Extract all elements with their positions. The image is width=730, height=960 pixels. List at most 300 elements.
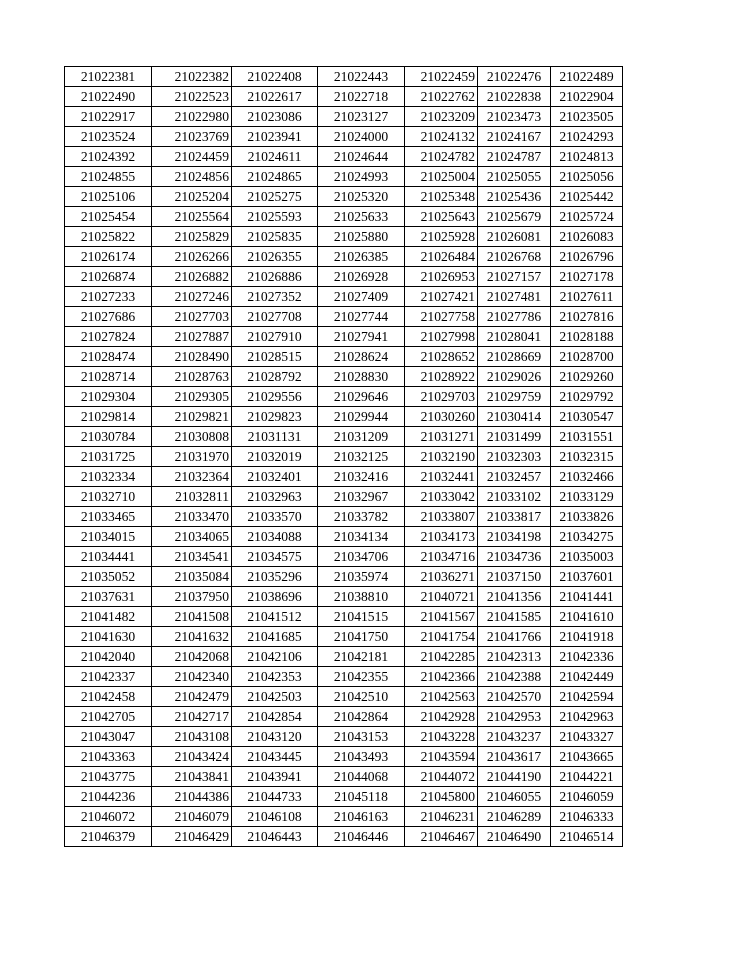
table-cell: 21026081 <box>478 227 551 247</box>
table-cell: 21028041 <box>478 327 551 347</box>
table-cell: 21025442 <box>551 187 623 207</box>
table-row <box>65 447 623 467</box>
table-cell: 21027611 <box>551 287 623 307</box>
table-cell: 21027910 <box>232 327 318 347</box>
table-cell: 21027941 <box>318 327 405 347</box>
table-cell: 21025275 <box>232 187 318 207</box>
table-cell: 21025436 <box>478 187 551 207</box>
table-row <box>65 587 623 607</box>
table-cell: 21027481 <box>478 287 551 307</box>
table-cell: 21042313 <box>478 647 551 667</box>
table-row <box>65 207 623 227</box>
table-row <box>65 367 623 387</box>
table-row <box>65 87 623 107</box>
table-cell: 21027157 <box>478 267 551 287</box>
table-row <box>65 127 623 147</box>
table-cell: 21024644 <box>318 147 405 167</box>
table-cell: 21041512 <box>232 607 318 627</box>
table-row <box>65 287 623 307</box>
table-cell: 21031209 <box>318 427 405 447</box>
table-cell: 21037150 <box>478 567 551 587</box>
table-cell: 21026355 <box>232 247 318 267</box>
table-cell: 21041610 <box>551 607 623 627</box>
table-cell: 21042336 <box>551 647 623 667</box>
table-row <box>65 307 623 327</box>
table-cell: 21043108 <box>152 727 232 747</box>
table-cell: 21045800 <box>405 787 478 807</box>
table-cell: 21042953 <box>478 707 551 727</box>
table-cell: 21022617 <box>232 87 318 107</box>
table-cell: 21034441 <box>65 547 152 567</box>
table-cell: 21022762 <box>405 87 478 107</box>
table-cell: 21029821 <box>152 407 232 427</box>
table-cell: 21026266 <box>152 247 232 267</box>
table-cell: 21038696 <box>232 587 318 607</box>
table-cell: 21028624 <box>318 347 405 367</box>
table-cell: 21034015 <box>65 527 152 547</box>
table-row <box>65 167 623 187</box>
table-cell: 21023086 <box>232 107 318 127</box>
table-cell: 21024782 <box>405 147 478 167</box>
table-cell: 21042449 <box>551 667 623 687</box>
table-cell: 21025835 <box>232 227 318 247</box>
table-cell: 21032963 <box>232 487 318 507</box>
table-cell: 21030547 <box>551 407 623 427</box>
table-cell: 21029814 <box>65 407 152 427</box>
table-cell: 21027758 <box>405 307 478 327</box>
table-cell: 21042570 <box>478 687 551 707</box>
table-cell: 21024993 <box>318 167 405 187</box>
table-cell: 21042353 <box>232 667 318 687</box>
table-row <box>65 667 623 687</box>
table-cell: 21046429 <box>152 827 232 847</box>
table-cell: 21022443 <box>318 67 405 87</box>
table-cell: 21035084 <box>152 567 232 587</box>
table-cell: 21027686 <box>65 307 152 327</box>
table-cell: 21027421 <box>405 287 478 307</box>
table-cell: 21033817 <box>478 507 551 527</box>
table-row <box>65 767 623 787</box>
table-cell: 21032811 <box>152 487 232 507</box>
table-cell: 21026882 <box>152 267 232 287</box>
table-cell: 21043841 <box>152 767 232 787</box>
table-cell: 21029944 <box>318 407 405 427</box>
table-cell: 21029646 <box>318 387 405 407</box>
table-cell: 21046055 <box>478 787 551 807</box>
table-row <box>65 547 623 567</box>
table-cell: 21022489 <box>551 67 623 87</box>
table-cell: 21026796 <box>551 247 623 267</box>
table-cell: 21027824 <box>65 327 152 347</box>
table-cell: 21027409 <box>318 287 405 307</box>
table-cell: 21033102 <box>478 487 551 507</box>
table-cell: 21026768 <box>478 247 551 267</box>
table-cell: 21031970 <box>152 447 232 467</box>
table-cell: 21022523 <box>152 87 232 107</box>
table-cell: 21034706 <box>318 547 405 567</box>
table-cell: 21028830 <box>318 367 405 387</box>
table-cell: 21046379 <box>65 827 152 847</box>
table-cell: 21029792 <box>551 387 623 407</box>
table-row <box>65 727 623 747</box>
table-cell: 21035296 <box>232 567 318 587</box>
table-cell: 21032441 <box>405 467 478 487</box>
number-table-body <box>65 67 623 847</box>
table-cell: 21044072 <box>405 767 478 787</box>
table-cell: 21024459 <box>152 147 232 167</box>
table-cell: 21042106 <box>232 647 318 667</box>
table-cell: 21034088 <box>232 527 318 547</box>
table-cell: 21042594 <box>551 687 623 707</box>
table-cell: 21022459 <box>405 67 478 87</box>
table-cell: 21027816 <box>551 307 623 327</box>
table-cell: 21024293 <box>551 127 623 147</box>
table-cell: 21041482 <box>65 607 152 627</box>
table-cell: 21024865 <box>232 167 318 187</box>
table-cell: 21040721 <box>405 587 478 607</box>
table-row <box>65 567 623 587</box>
table-cell: 21033465 <box>65 507 152 527</box>
table-cell: 21037631 <box>65 587 152 607</box>
table-cell: 21027887 <box>152 327 232 347</box>
table-cell: 21043228 <box>405 727 478 747</box>
table-cell: 21042340 <box>152 667 232 687</box>
table-cell: 21027703 <box>152 307 232 327</box>
table-cell: 21046163 <box>318 807 405 827</box>
table-cell: 21033807 <box>405 507 478 527</box>
table-row <box>65 327 623 347</box>
table-cell: 21023505 <box>551 107 623 127</box>
table-cell: 21043047 <box>65 727 152 747</box>
table-cell: 21029759 <box>478 387 551 407</box>
table-cell: 21029304 <box>65 387 152 407</box>
table-cell: 21023941 <box>232 127 318 147</box>
table-row <box>65 487 623 507</box>
table-cell: 21043327 <box>551 727 623 747</box>
table-cell: 21031499 <box>478 427 551 447</box>
table-cell: 21044386 <box>152 787 232 807</box>
table-cell: 21023209 <box>405 107 478 127</box>
table-cell: 21032967 <box>318 487 405 507</box>
table-cell: 21025724 <box>551 207 623 227</box>
table-cell: 21041918 <box>551 627 623 647</box>
table-cell: 21028515 <box>232 347 318 367</box>
table-row <box>65 227 623 247</box>
table-row <box>65 407 623 427</box>
table-cell: 21023524 <box>65 127 152 147</box>
table-cell: 21035052 <box>65 567 152 587</box>
table-cell: 21034134 <box>318 527 405 547</box>
table-row <box>65 707 623 727</box>
table-cell: 21043665 <box>551 747 623 767</box>
table-cell: 21032457 <box>478 467 551 487</box>
table-row <box>65 107 623 127</box>
table-cell: 21034716 <box>405 547 478 567</box>
table-cell: 21038810 <box>318 587 405 607</box>
table-cell: 21042040 <box>65 647 152 667</box>
table-cell: 21027178 <box>551 267 623 287</box>
table-cell: 21046231 <box>405 807 478 827</box>
table-cell: 21042458 <box>65 687 152 707</box>
table-cell: 21024787 <box>478 147 551 167</box>
table-cell: 21044068 <box>318 767 405 787</box>
table-cell: 21031725 <box>65 447 152 467</box>
table-cell: 21032315 <box>551 447 623 467</box>
table-cell: 21032416 <box>318 467 405 487</box>
table-cell: 21033129 <box>551 487 623 507</box>
table-cell: 21034575 <box>232 547 318 567</box>
table-cell: 21033042 <box>405 487 478 507</box>
table-row <box>65 827 623 847</box>
table-cell: 21027708 <box>232 307 318 327</box>
table-cell: 21046446 <box>318 827 405 847</box>
table-cell: 21042510 <box>318 687 405 707</box>
table-cell: 21046072 <box>65 807 152 827</box>
table-cell: 21041585 <box>478 607 551 627</box>
table-cell: 21041685 <box>232 627 318 647</box>
table-cell: 21028700 <box>551 347 623 367</box>
table-cell: 21046079 <box>152 807 232 827</box>
table-cell: 21032190 <box>405 447 478 467</box>
table-cell: 21041441 <box>551 587 623 607</box>
table-cell: 21046514 <box>551 827 623 847</box>
table-cell: 21024855 <box>65 167 152 187</box>
table-cell: 21028714 <box>65 367 152 387</box>
table-cell: 21025056 <box>551 167 623 187</box>
table-cell: 21022917 <box>65 107 152 127</box>
table-cell: 21041567 <box>405 607 478 627</box>
table-row <box>65 387 623 407</box>
table-cell: 21028490 <box>152 347 232 367</box>
table-row <box>65 247 623 267</box>
table-cell: 21026874 <box>65 267 152 287</box>
table-cell: 21044190 <box>478 767 551 787</box>
table-cell: 21029260 <box>551 367 623 387</box>
table-cell: 21041508 <box>152 607 232 627</box>
table-cell: 21046490 <box>478 827 551 847</box>
table-cell: 21024167 <box>478 127 551 147</box>
table-cell: 21042285 <box>405 647 478 667</box>
table-cell: 21032019 <box>232 447 318 467</box>
table-cell: 21022476 <box>478 67 551 87</box>
table-cell: 21025004 <box>405 167 478 187</box>
table-cell: 21042355 <box>318 667 405 687</box>
table-cell: 21030260 <box>405 407 478 427</box>
table-cell: 21028474 <box>65 347 152 367</box>
table-row <box>65 607 623 627</box>
table-cell: 21026953 <box>405 267 478 287</box>
table-cell: 21042963 <box>551 707 623 727</box>
table-cell: 21043617 <box>478 747 551 767</box>
table-row <box>65 527 623 547</box>
table-cell: 21029823 <box>232 407 318 427</box>
table-cell: 21025204 <box>152 187 232 207</box>
table-cell: 21027233 <box>65 287 152 307</box>
table-row <box>65 687 623 707</box>
table-cell: 21030808 <box>152 427 232 447</box>
table-row <box>65 807 623 827</box>
table-cell: 21026174 <box>65 247 152 267</box>
table-cell: 21034065 <box>152 527 232 547</box>
table-cell: 21025679 <box>478 207 551 227</box>
table-cell: 21032466 <box>551 467 623 487</box>
table-cell: 21042928 <box>405 707 478 727</box>
table-cell: 21042717 <box>152 707 232 727</box>
table-cell: 21042068 <box>152 647 232 667</box>
table-cell: 21023127 <box>318 107 405 127</box>
number-table <box>64 66 623 847</box>
table-cell: 21029305 <box>152 387 232 407</box>
table-cell: 21042181 <box>318 647 405 667</box>
table-row <box>65 647 623 667</box>
table-cell: 21022490 <box>65 87 152 107</box>
table-cell: 21028652 <box>405 347 478 367</box>
table-cell: 21022838 <box>478 87 551 107</box>
table-cell: 21025643 <box>405 207 478 227</box>
table-cell: 21044236 <box>65 787 152 807</box>
table-row <box>65 627 623 647</box>
table-row <box>65 267 623 287</box>
table-cell: 21041515 <box>318 607 405 627</box>
table-row <box>65 67 623 87</box>
table-cell: 21025633 <box>318 207 405 227</box>
table-cell: 21023473 <box>478 107 551 127</box>
table-cell: 21024611 <box>232 147 318 167</box>
table-cell: 21041632 <box>152 627 232 647</box>
table-cell: 21027998 <box>405 327 478 347</box>
table-cell: 21026928 <box>318 267 405 287</box>
table-cell: 21032334 <box>65 467 152 487</box>
table-row <box>65 787 623 807</box>
table-cell: 21029556 <box>232 387 318 407</box>
table-cell: 21042563 <box>405 687 478 707</box>
table-cell: 21024000 <box>318 127 405 147</box>
table-cell: 21042366 <box>405 667 478 687</box>
table-cell: 21025880 <box>318 227 405 247</box>
table-cell: 21041754 <box>405 627 478 647</box>
table-row <box>65 747 623 767</box>
table-cell: 21024856 <box>152 167 232 187</box>
table-cell: 21028922 <box>405 367 478 387</box>
table-cell: 21034173 <box>405 527 478 547</box>
table-cell: 21035974 <box>318 567 405 587</box>
table-cell: 21044733 <box>232 787 318 807</box>
table-cell: 21032303 <box>478 447 551 467</box>
table-cell: 21025829 <box>152 227 232 247</box>
table-cell: 21043120 <box>232 727 318 747</box>
table-cell: 21042388 <box>478 667 551 687</box>
table-cell: 21042479 <box>152 687 232 707</box>
table-cell: 21025055 <box>478 167 551 187</box>
table-cell: 21033782 <box>318 507 405 527</box>
table-cell: 21024132 <box>405 127 478 147</box>
table-cell: 21046333 <box>551 807 623 827</box>
table-cell: 21034198 <box>478 527 551 547</box>
table-cell: 21028188 <box>551 327 623 347</box>
table-cell: 21032125 <box>318 447 405 467</box>
table-cell: 21025106 <box>65 187 152 207</box>
table-cell: 21024392 <box>65 147 152 167</box>
table-cell: 21031271 <box>405 427 478 447</box>
table-cell: 21042864 <box>318 707 405 727</box>
table-row <box>65 147 623 167</box>
table-cell: 21032401 <box>232 467 318 487</box>
table-cell: 21024813 <box>551 147 623 167</box>
table-cell: 21043445 <box>232 747 318 767</box>
table-cell: 21046108 <box>232 807 318 827</box>
table-cell: 21025320 <box>318 187 405 207</box>
table-cell: 21025822 <box>65 227 152 247</box>
table-cell: 21022381 <box>65 67 152 87</box>
table-cell: 21026385 <box>318 247 405 267</box>
table-cell: 21022904 <box>551 87 623 107</box>
table-cell: 21028763 <box>152 367 232 387</box>
table-cell: 21042705 <box>65 707 152 727</box>
table-cell: 21043363 <box>65 747 152 767</box>
table-cell: 21027744 <box>318 307 405 327</box>
table-cell: 21037601 <box>551 567 623 587</box>
table-cell: 21026083 <box>551 227 623 247</box>
table-cell: 21028792 <box>232 367 318 387</box>
table-cell: 21031551 <box>551 427 623 447</box>
table-cell: 21031131 <box>232 427 318 447</box>
table-cell: 21029026 <box>478 367 551 387</box>
table-cell: 21043594 <box>405 747 478 767</box>
table-cell: 21043775 <box>65 767 152 787</box>
table-row <box>65 427 623 447</box>
table-cell: 21025564 <box>152 207 232 227</box>
table-cell: 21026886 <box>232 267 318 287</box>
table-cell: 21026484 <box>405 247 478 267</box>
table-cell: 21025348 <box>405 187 478 207</box>
table-cell: 21046467 <box>405 827 478 847</box>
table-cell: 21042503 <box>232 687 318 707</box>
table-cell: 21046289 <box>478 807 551 827</box>
table-cell: 21025454 <box>65 207 152 227</box>
table-cell: 21043237 <box>478 727 551 747</box>
table-cell: 21044221 <box>551 767 623 787</box>
table-cell: 21036271 <box>405 567 478 587</box>
table-cell: 21037950 <box>152 587 232 607</box>
table-cell: 21027786 <box>478 307 551 327</box>
table-cell: 21033470 <box>152 507 232 527</box>
table-row <box>65 507 623 527</box>
table-cell: 21033826 <box>551 507 623 527</box>
table-cell: 21041766 <box>478 627 551 647</box>
table-cell: 21029703 <box>405 387 478 407</box>
table-cell: 21033570 <box>232 507 318 527</box>
table-cell: 21032710 <box>65 487 152 507</box>
table-row <box>65 347 623 367</box>
table-cell: 21035003 <box>551 547 623 567</box>
table-cell: 21041750 <box>318 627 405 647</box>
table-cell: 21022980 <box>152 107 232 127</box>
table-cell: 21034541 <box>152 547 232 567</box>
table-row <box>65 187 623 207</box>
table-cell: 21030784 <box>65 427 152 447</box>
table-cell: 21023769 <box>152 127 232 147</box>
table-cell: 21045118 <box>318 787 405 807</box>
table-cell: 21022408 <box>232 67 318 87</box>
table-cell: 21043153 <box>318 727 405 747</box>
table-row <box>65 467 623 487</box>
table-cell: 21042337 <box>65 667 152 687</box>
table-cell: 21041356 <box>478 587 551 607</box>
table-cell: 21034736 <box>478 547 551 567</box>
table-cell: 21025928 <box>405 227 478 247</box>
table-cell: 21022382 <box>152 67 232 87</box>
table-cell: 21028669 <box>478 347 551 367</box>
